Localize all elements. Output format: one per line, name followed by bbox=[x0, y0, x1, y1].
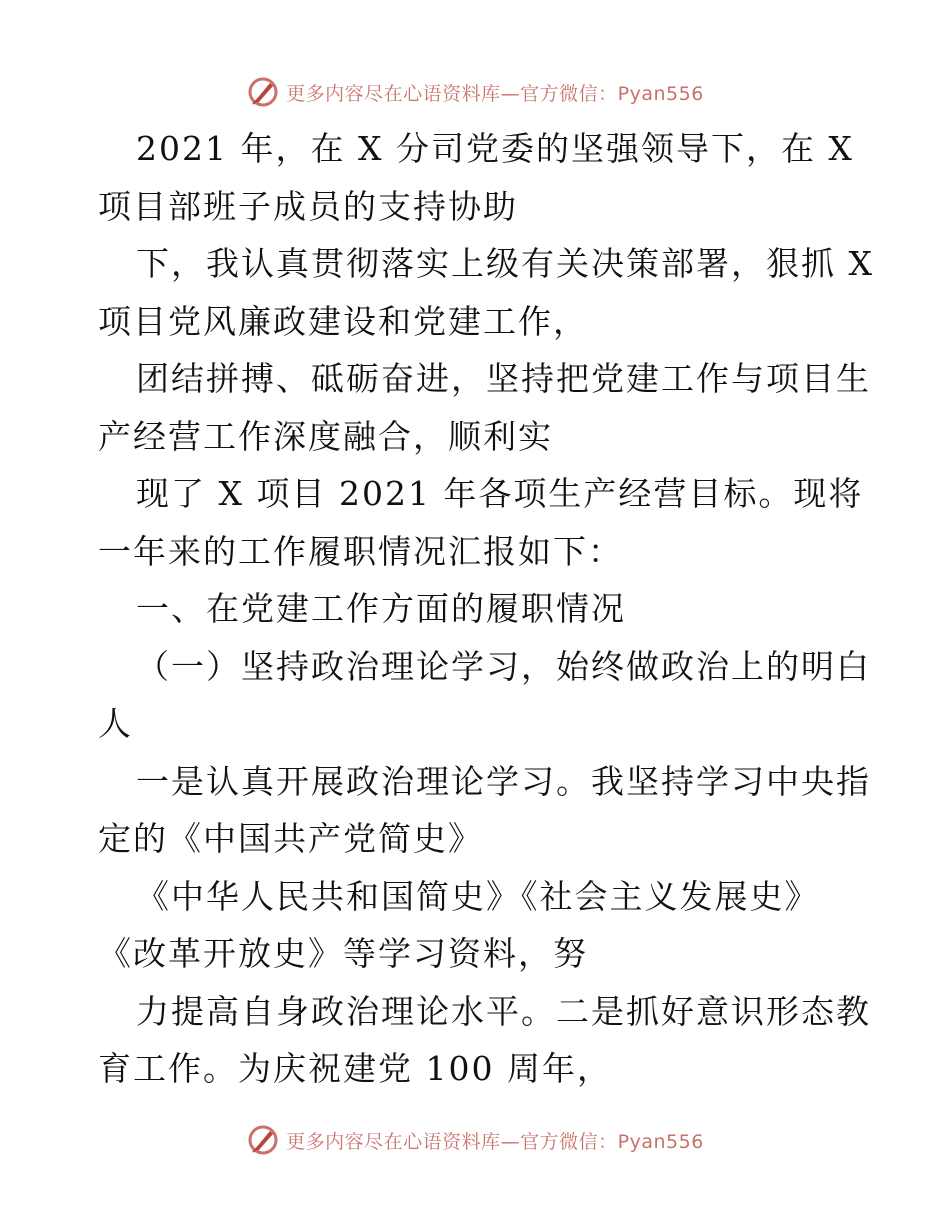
watermark-text: 更多内容尽在心语资料库—官方微信：Pyan556 bbox=[286, 1130, 704, 1153]
quill-pen-circle-icon bbox=[246, 1123, 280, 1157]
paragraph-line: 力提高自身政治理论水平。二是抓好意识形态教 bbox=[136, 991, 871, 1031]
paragraph-line: 产经营工作深度融合，顺利实 bbox=[98, 416, 553, 456]
paragraph-line: 团结拼搏、砥砺奋进，坚持把党建工作与项目生 bbox=[136, 359, 871, 398]
subsection-heading: （一）坚持政治理论学习，始终做政治上的明白 bbox=[136, 646, 871, 686]
paragraph-line: 育工作。为庆祝建党 100 周年， bbox=[98, 1049, 612, 1088]
paragraph-line: 现了 X 项目 2021 年各项生产经营目标。现将 bbox=[136, 474, 864, 513]
paragraph-line: 《中华人民共和国简史》《社会主义发展史》 bbox=[136, 876, 820, 916]
paragraph-line: 定的《中国共产党简史》 bbox=[98, 819, 483, 858]
paragraph-line: 一年来的工作履职情况汇报如下： bbox=[98, 531, 623, 571]
paragraph-line: 项目部班子成员的支持协助 bbox=[98, 186, 518, 226]
quill-pen-circle-icon bbox=[246, 75, 280, 109]
paragraph-line: 项目党风廉政建设和党建工作， bbox=[98, 301, 588, 341]
document-body bbox=[98, 120, 874, 1098]
section-heading: 一、在党建工作方面的履职情况 bbox=[136, 589, 626, 628]
paragraph-line: 2021 年，在 X 分司党委的坚强领导下，在 X bbox=[136, 129, 854, 168]
footer-watermark bbox=[0, 1120, 950, 1160]
header-watermark bbox=[0, 72, 950, 112]
paragraph-line: 人 bbox=[98, 704, 133, 743]
paragraph-line: 一是认真开展政治理论学习。我坚持学习中央指 bbox=[136, 761, 871, 801]
paragraph-line: 下，我认真贯彻落实上级有关决策部署，狠抓 X bbox=[136, 244, 874, 283]
paragraph-line: 《改革开放史》等学习资料，努 bbox=[98, 934, 588, 973]
watermark-text: 更多内容尽在心语资料库—官方微信：Pyan556 bbox=[286, 82, 704, 105]
